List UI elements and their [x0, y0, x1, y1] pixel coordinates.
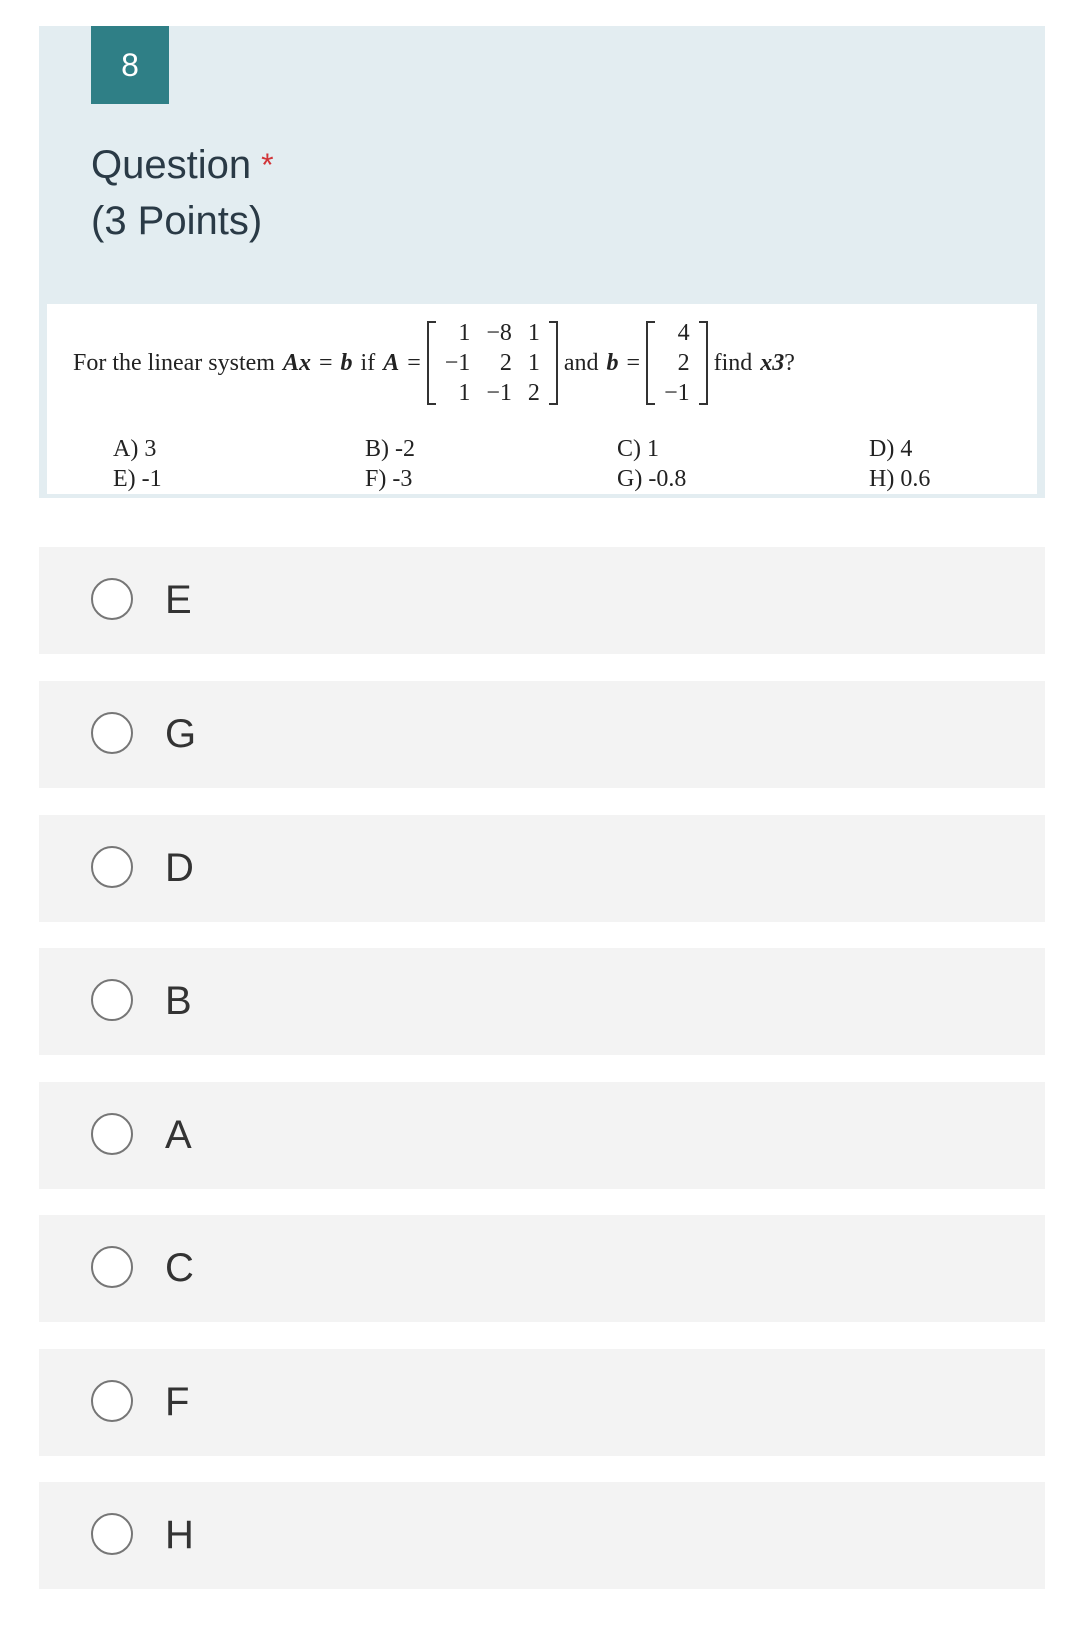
choice-option-g[interactable] [39, 681, 1045, 788]
statement-b-eq: = [626, 349, 641, 376]
answer-key-item: D) 4 [869, 436, 913, 462]
statement-prefix: For the linear system [73, 349, 275, 376]
statement-target: x3 [760, 349, 785, 376]
answer-key-item: H) 0.6 [869, 466, 931, 492]
vector-b-cell: 2 [677, 350, 690, 376]
matrix-a-cell: 1 [527, 350, 540, 376]
vector-b-cell: −1 [664, 380, 690, 406]
choice-label: B [165, 979, 192, 1023]
question-statement [73, 318, 795, 408]
matrix-a-cell: −8 [486, 320, 512, 346]
statement-b-label: b [606, 349, 619, 376]
statement-and: and [563, 349, 599, 376]
statement-if: if [360, 349, 376, 376]
choice-label: E [165, 578, 192, 622]
question-number: 8 [121, 46, 139, 83]
statement-a-label: A [383, 349, 400, 376]
statement-find: find [713, 349, 753, 376]
vector-b-cell: 4 [677, 320, 690, 346]
statement-eq-rhs: b [340, 349, 353, 376]
statement-a-eq: = [407, 349, 421, 376]
required-asterisk: * [261, 147, 274, 183]
answer-key-item: G) -0.8 [617, 466, 687, 492]
matrix-a-cell: 2 [499, 350, 512, 376]
radio-button[interactable] [91, 846, 133, 888]
answer-key-item: C) 1 [617, 436, 659, 462]
question-card [39, 26, 1045, 498]
answer-key-item: B) -2 [365, 436, 415, 462]
choice-label: G [165, 712, 197, 756]
choice-option-h[interactable] [39, 1482, 1045, 1589]
choice-option-f[interactable] [39, 1349, 1045, 1456]
matrix-a-cell: 1 [527, 320, 540, 346]
matrix-a-cell: −1 [486, 380, 512, 406]
radio-button[interactable] [91, 979, 133, 1021]
radio-button[interactable] [91, 1246, 133, 1288]
answer-key-item: F) -3 [365, 466, 413, 492]
question-image [47, 304, 1037, 494]
answer-key-item: A) 3 [113, 436, 157, 462]
choice-label: F [165, 1380, 190, 1424]
matrix-a-cell: 1 [458, 380, 471, 406]
choice-label: C [165, 1246, 194, 1290]
radio-button[interactable] [91, 1513, 133, 1555]
choice-option-d[interactable] [39, 815, 1045, 922]
radio-button[interactable] [91, 578, 133, 620]
matrix-a [427, 319, 558, 407]
vector-b [646, 319, 708, 407]
statement-eq-lhs: Ax [282, 349, 311, 376]
matrix-a-cell: −1 [444, 350, 471, 376]
question-title [91, 136, 274, 194]
answer-key-item: E) -1 [113, 466, 162, 492]
radio-button[interactable] [91, 1113, 133, 1155]
choice-label: H [165, 1513, 194, 1557]
radio-button[interactable] [91, 1380, 133, 1422]
choice-label: A [165, 1113, 192, 1157]
matrix-a-cell: 2 [527, 380, 540, 406]
statement-eq-sign: = [318, 349, 333, 376]
choice-label: D [165, 846, 194, 890]
matrix-a-cell: 1 [458, 320, 471, 346]
choice-option-b[interactable] [39, 948, 1045, 1055]
statement-qmark: ? [784, 349, 795, 376]
question-title-text: Question [91, 143, 252, 187]
question-number-badge [91, 26, 169, 104]
question-points: (3 Points) [91, 199, 263, 243]
choice-option-a[interactable] [39, 1082, 1045, 1189]
radio-button[interactable] [91, 712, 133, 754]
choice-option-c[interactable] [39, 1215, 1045, 1322]
choice-option-e[interactable] [39, 547, 1045, 654]
